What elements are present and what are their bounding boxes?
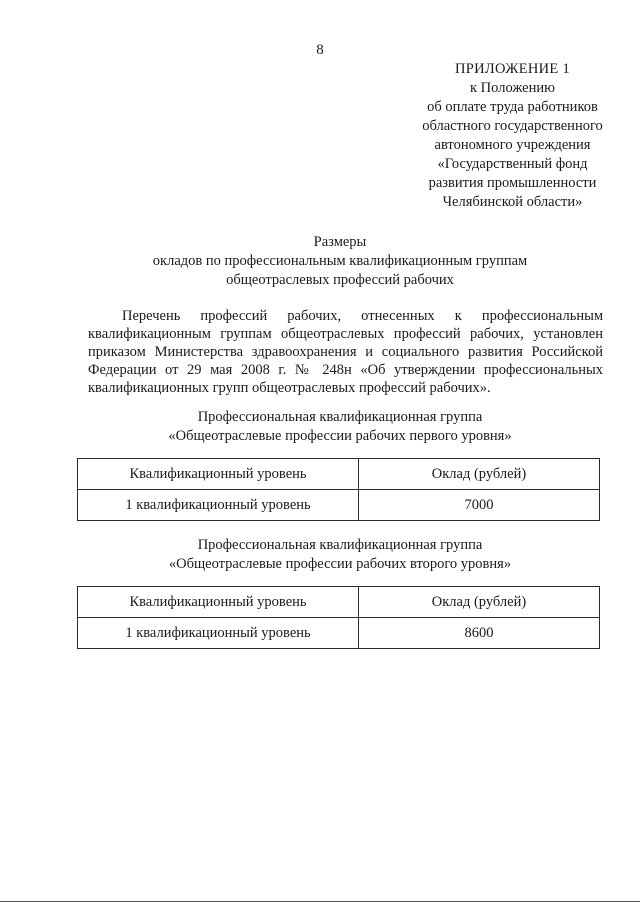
qualification-level-cell: 1 квалификационный уровень [78, 490, 359, 521]
scan-edge-line [0, 901, 640, 902]
table-header-row [78, 587, 600, 618]
column-header-level: Квалификационный уровень [78, 587, 359, 618]
paragraph-line: приказом Министерства здравоохранения и социального развития Российской [88, 344, 603, 360]
appendix-line: «Государственный фонд [437, 156, 588, 172]
intro-paragraph [88, 307, 603, 397]
heading-line: общеотраслевых профессий рабочих [226, 272, 454, 288]
table-row [78, 618, 600, 649]
group-name: «Общеотраслевые профессии рабочих второго уровня» [168, 556, 512, 572]
appendix-line: развития промышленности [428, 175, 597, 191]
paragraph-line: квалификационных групп общеотраслевых профессий рабочих». [88, 380, 491, 396]
salary-cell: 8600 [359, 618, 600, 649]
appendix-title: ПРИЛОЖЕНИЕ 1 [454, 61, 571, 77]
appendix-line: к Положению [470, 80, 555, 96]
group-1-title [0, 408, 640, 446]
table-header-row [78, 459, 600, 490]
salary-cell: 7000 [359, 490, 600, 521]
salary-table-group-2 [77, 586, 600, 649]
group-name: «Общеотраслевые профессии рабочих первого уровня» [168, 428, 512, 444]
column-header-salary: Оклад (рублей) [359, 459, 600, 490]
appendix-block [395, 60, 630, 212]
column-header-salary: Оклад (рублей) [359, 587, 600, 618]
group-title-line: Профессиональная квалификационная группа [197, 537, 483, 553]
qualification-level-cell: 1 квалификационный уровень [78, 618, 359, 649]
page-number: 8 [316, 42, 324, 58]
appendix-line: Челябинской области» [442, 194, 583, 210]
heading-line: окладов по профессиональным квалификационным группам [152, 253, 528, 269]
paragraph-line: квалификационным группам общеотраслевых профессий рабочих, установлен [88, 326, 603, 342]
table-row [78, 490, 600, 521]
paragraph-line: Перечень профессий рабочих, отнесенных к профессиональным [122, 308, 603, 324]
group-2-title [0, 536, 640, 574]
group-title-line: Профессиональная квалификационная группа [197, 409, 483, 425]
column-header-level: Квалификационный уровень [78, 459, 359, 490]
appendix-line: автономного учреждения [434, 137, 591, 153]
appendix-line: об оплате труда работников [427, 99, 598, 115]
paragraph-line: Федерации от 29 мая 2008 г. № 248н «Об утверждении профессиональных [88, 362, 603, 378]
document-heading [0, 233, 640, 290]
heading-title: Размеры [313, 234, 367, 250]
appendix-line: областного государственного [422, 118, 603, 134]
salary-table-group-1 [77, 458, 600, 521]
